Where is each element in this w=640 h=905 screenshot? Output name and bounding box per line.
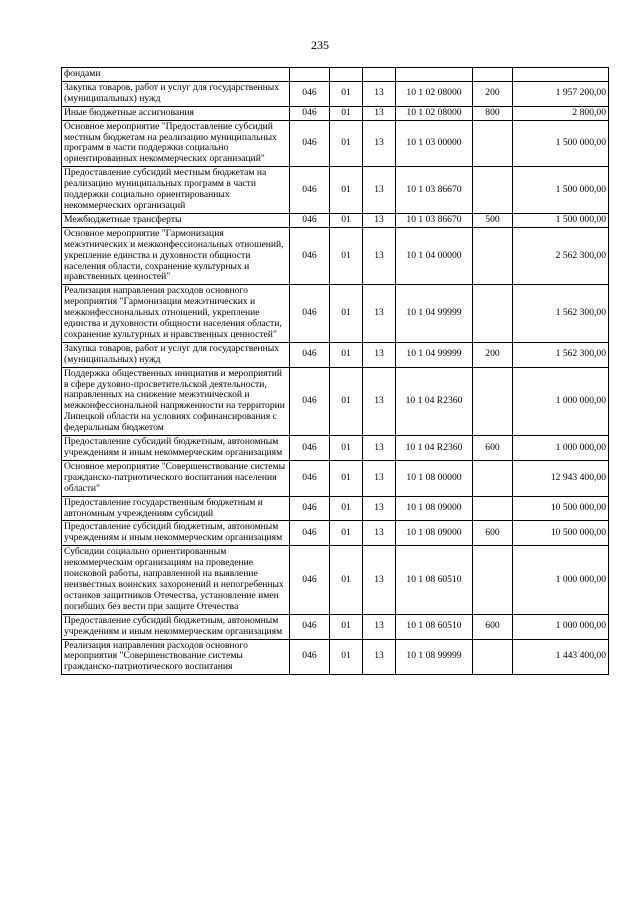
amount-cell: 1 562 300,00 xyxy=(513,342,609,367)
expense-type-cell: 600 xyxy=(473,521,513,546)
subsection-code-cell: 13 xyxy=(363,521,396,546)
target-article-cell: 10 1 04 R2360 xyxy=(396,436,473,461)
section-code-cell: 01 xyxy=(330,213,363,227)
amount-cell: 1 500 000,00 xyxy=(513,167,609,214)
section-code-cell: 01 xyxy=(330,227,363,285)
table-row xyxy=(62,227,609,285)
section-code-cell: 01 xyxy=(330,342,363,367)
expense-type-cell xyxy=(473,227,513,285)
row-name-cell: Предоставление субсидий бюджетным, автономным учреждениям и иным некоммерческим организациям xyxy=(62,436,290,461)
target-article-cell: 10 1 04 99999 xyxy=(396,285,473,343)
table-row xyxy=(62,68,609,82)
section-code-cell: 01 xyxy=(330,120,363,167)
target-article-cell: 10 1 08 09000 xyxy=(396,521,473,546)
ministry-code-cell: 046 xyxy=(290,81,330,106)
amount-cell: 2 562 300,00 xyxy=(513,227,609,285)
table-row xyxy=(62,367,609,435)
section-code-cell: 01 xyxy=(330,496,363,521)
amount-cell xyxy=(513,68,609,82)
subsection-code-cell: 13 xyxy=(363,285,396,343)
table-row xyxy=(62,546,609,614)
row-name-cell: Предоставление субсидий бюджетным, автономным учреждениям и иным некоммерческим организациям xyxy=(62,521,290,546)
section-code-cell: 01 xyxy=(330,106,363,120)
section-code-cell: 01 xyxy=(330,546,363,614)
amount-cell: 1 000 000,00 xyxy=(513,436,609,461)
target-article-cell: 10 1 02 08000 xyxy=(396,81,473,106)
ministry-code-cell: 046 xyxy=(290,436,330,461)
expense-type-cell: 200 xyxy=(473,81,513,106)
section-code-cell: 01 xyxy=(330,436,363,461)
row-name-cell: фондами xyxy=(62,68,290,82)
target-article-cell xyxy=(396,68,473,82)
subsection-code-cell: 13 xyxy=(363,342,396,367)
ministry-code-cell xyxy=(290,68,330,82)
target-article-cell: 10 1 03 86670 xyxy=(396,167,473,214)
ministry-code-cell: 046 xyxy=(290,639,330,675)
row-name-cell: Основное мероприятие "Предоставление субсидий местным бюджетам на реализацию муниципальных программ в части поддержки социально ориентированных некоммерческих организаций" xyxy=(62,120,290,167)
row-name-cell: Закупка товаров, работ и услуг для государственных (муниципальных) нужд xyxy=(62,81,290,106)
amount-cell: 10 500 000,00 xyxy=(513,521,609,546)
ministry-code-cell: 046 xyxy=(290,167,330,214)
row-name-cell: Основное мероприятие "Совершенствование системы гражданско-патриотического воспитания населения области" xyxy=(62,460,290,496)
expense-type-cell xyxy=(473,120,513,167)
expense-type-cell: 800 xyxy=(473,106,513,120)
subsection-code-cell: 13 xyxy=(363,546,396,614)
row-name-cell: Реализация направления расходов основного мероприятия "Совершенствование системы гражданско-патриотического воспитания xyxy=(62,639,290,675)
subsection-code-cell: 13 xyxy=(363,436,396,461)
table-row xyxy=(62,521,609,546)
row-name-cell: Реализация направления расходов основного мероприятия "Гармонизация межэтнических и межконфессиональных отношений, укрепление единства и духовности общности населения области, сохранение культурных и нравственных ценностей" xyxy=(62,285,290,343)
amount-cell: 1 000 000,00 xyxy=(513,614,609,639)
expense-type-cell: 500 xyxy=(473,213,513,227)
table-row xyxy=(62,639,609,675)
amount-cell: 1 562 300,00 xyxy=(513,285,609,343)
subsection-code-cell: 13 xyxy=(363,367,396,435)
ministry-code-cell: 046 xyxy=(290,521,330,546)
page-number: 235 xyxy=(311,38,329,52)
row-name-cell: Закупка товаров, работ и услуг для государственных (муниципальных) нужд xyxy=(62,342,290,367)
ministry-code-cell: 046 xyxy=(290,614,330,639)
target-article-cell: 10 1 08 60510 xyxy=(396,614,473,639)
section-code-cell: 01 xyxy=(330,639,363,675)
ministry-code-cell: 046 xyxy=(290,120,330,167)
subsection-code-cell xyxy=(363,68,396,82)
ministry-code-cell: 046 xyxy=(290,106,330,120)
expense-type-cell xyxy=(473,460,513,496)
row-name-cell: Межбюджетные трансферты xyxy=(62,213,290,227)
expense-type-cell xyxy=(473,639,513,675)
subsection-code-cell: 13 xyxy=(363,496,396,521)
target-article-cell: 10 1 04 00000 xyxy=(396,227,473,285)
amount-cell: 1 957 200,00 xyxy=(513,81,609,106)
row-name-cell: Предоставление субсидий бюджетным, автономным учреждениям и иным некоммерческим организациям xyxy=(62,614,290,639)
section-code-cell: 01 xyxy=(330,167,363,214)
section-code-cell: 01 xyxy=(330,614,363,639)
ministry-code-cell: 046 xyxy=(290,285,330,343)
expense-type-cell xyxy=(473,68,513,82)
amount-cell: 1 000 000,00 xyxy=(513,367,609,435)
section-code-cell: 01 xyxy=(330,460,363,496)
target-article-cell: 10 1 04 99999 xyxy=(396,342,473,367)
subsection-code-cell: 13 xyxy=(363,460,396,496)
subsection-code-cell: 13 xyxy=(363,227,396,285)
subsection-code-cell: 13 xyxy=(363,213,396,227)
expense-type-cell: 600 xyxy=(473,436,513,461)
expense-type-cell xyxy=(473,546,513,614)
target-article-cell: 10 1 08 09000 xyxy=(396,496,473,521)
target-article-cell: 10 1 08 99999 xyxy=(396,639,473,675)
section-code-cell: 01 xyxy=(330,81,363,106)
subsection-code-cell: 13 xyxy=(363,167,396,214)
target-article-cell: 10 1 02 08000 xyxy=(396,106,473,120)
ministry-code-cell: 046 xyxy=(290,546,330,614)
section-code-cell xyxy=(330,68,363,82)
target-article-cell: 10 1 03 00000 xyxy=(396,120,473,167)
budget-table xyxy=(61,67,609,675)
amount-cell: 2 800,00 xyxy=(513,106,609,120)
row-name-cell: Субсидии социально ориентированным некоммерческим организациям на проведение поисковой работы, направленной на выявление неизвестных воинских захоронений и непогребенных останков защитников Отечества, установление имен погибших без вести при защите Отечества xyxy=(62,546,290,614)
table-row xyxy=(62,81,609,106)
expense-type-cell xyxy=(473,285,513,343)
target-article-cell: 10 1 08 00000 xyxy=(396,460,473,496)
row-name-cell: Предоставление государственным бюджетным и автономным учреждениям субсидий xyxy=(62,496,290,521)
table-row xyxy=(62,106,609,120)
ministry-code-cell: 046 xyxy=(290,227,330,285)
subsection-code-cell: 13 xyxy=(363,106,396,120)
expense-type-cell: 600 xyxy=(473,614,513,639)
row-name-cell: Основное мероприятие "Гармонизация межэтнических и межконфессиональных отношений, укрепление единства и духовности общности населения области, сохранение культурных и нравственных ценностей" xyxy=(62,227,290,285)
ministry-code-cell: 046 xyxy=(290,367,330,435)
ministry-code-cell: 046 xyxy=(290,496,330,521)
amount-cell: 1 000 000,00 xyxy=(513,546,609,614)
amount-cell: 12 943 400,00 xyxy=(513,460,609,496)
table-row xyxy=(62,167,609,214)
amount-cell: 10 500 000,00 xyxy=(513,496,609,521)
subsection-code-cell: 13 xyxy=(363,81,396,106)
amount-cell: 1 443 400,00 xyxy=(513,639,609,675)
amount-cell: 1 500 000,00 xyxy=(513,213,609,227)
table-row xyxy=(62,436,609,461)
section-code-cell: 01 xyxy=(330,285,363,343)
expense-type-cell: 200 xyxy=(473,342,513,367)
subsection-code-cell: 13 xyxy=(363,639,396,675)
expense-type-cell xyxy=(473,167,513,214)
subsection-code-cell: 13 xyxy=(363,614,396,639)
table-row xyxy=(62,285,609,343)
table-row xyxy=(62,342,609,367)
table-body xyxy=(62,68,609,675)
table-row xyxy=(62,460,609,496)
expense-type-cell xyxy=(473,367,513,435)
ministry-code-cell: 046 xyxy=(290,342,330,367)
expense-type-cell xyxy=(473,496,513,521)
row-name-cell: Иные бюджетные ассигнования xyxy=(62,106,290,120)
section-code-cell: 01 xyxy=(330,521,363,546)
row-name-cell: Поддержка общественных инициатив и мероприятий в сфере духовно-просветительской деятельности, направленных на снижение межэтнической и межконфессиональной напряженности на территории Липецкой области на условиях софинансирования с федеральным бюджетом xyxy=(62,367,290,435)
table-row xyxy=(62,120,609,167)
target-article-cell: 10 1 04 R2360 xyxy=(396,367,473,435)
target-article-cell: 10 1 03 86670 xyxy=(396,213,473,227)
target-article-cell: 10 1 08 60510 xyxy=(396,546,473,614)
ministry-code-cell: 046 xyxy=(290,213,330,227)
table-row xyxy=(62,213,609,227)
ministry-code-cell: 046 xyxy=(290,460,330,496)
table-row xyxy=(62,614,609,639)
amount-cell: 1 500 000,00 xyxy=(513,120,609,167)
section-code-cell: 01 xyxy=(330,367,363,435)
row-name-cell: Предоставление субсидий местным бюджетам на реализацию муниципальных программ в части поддержки социально ориентированных некоммерческих организаций xyxy=(62,167,290,214)
table-row xyxy=(62,496,609,521)
subsection-code-cell: 13 xyxy=(363,120,396,167)
